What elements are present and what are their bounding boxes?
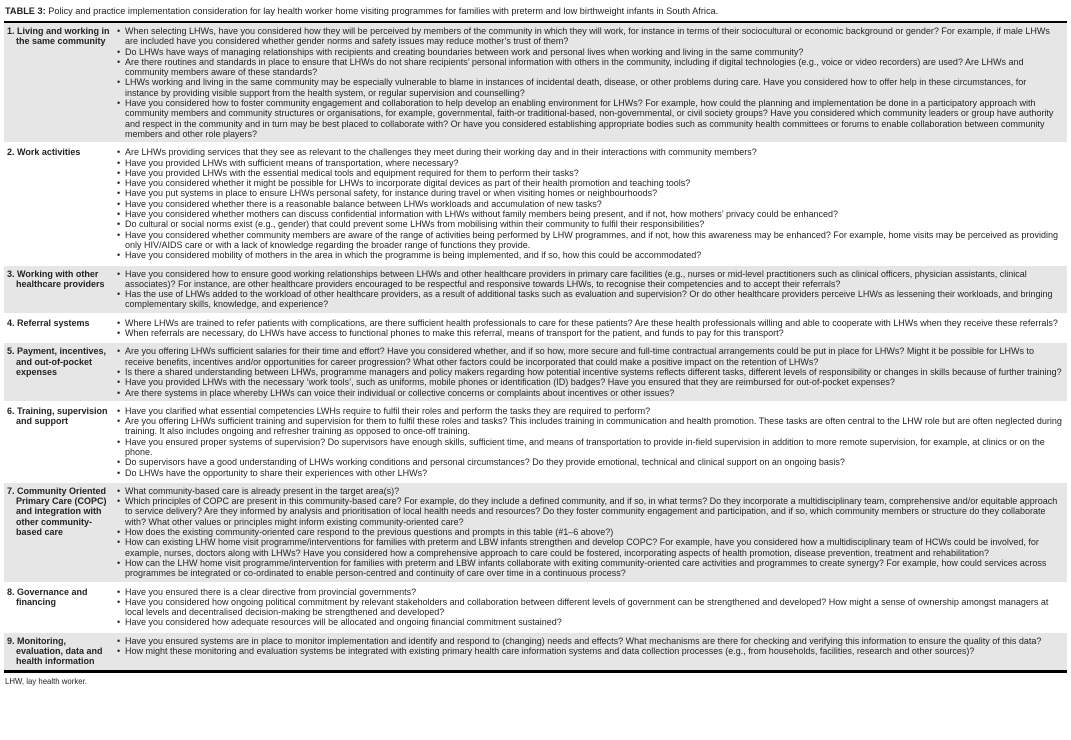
bullet-item: • Have you considered whether mothers can discuss confidential information with LHWs without family members being present, and if not, how mothers’ privacy could be enhanced? <box>116 209 1062 219</box>
row-topic: 3. Working with other healthcare providers <box>7 268 105 289</box>
bullet-item: • LHWs working and living in the same community may be especially vulnerable to blame in instances of incidental death, disease, or other problems during care. Have you considered how to offer help in these circumstances, for instance by providing visible support from the health system, or regular supervision and counselling? <box>116 77 1062 98</box>
row-topic: 7. Community Oriented Primary Care (COPC) and integration with other community-based care <box>7 485 107 538</box>
bullet-item: • Have you considered whether it might be possible for LHWs to incorporate digital devices as part of their health promotion and teaching tools? <box>116 178 1062 188</box>
bullet-item: • What community-based care is already present in the target area(s)? <box>116 486 1062 496</box>
bullet-item: • Have you considered how to ensure good working relationships between LHWs and other healthcare providers in primary care facilities (e.g., nurses or mid-level practitioners such as clinical officers, physician assistants, clinical associates)? For instance, are other healthcare providers encouraged to be respectful and responsive towards LHWs, to recognise their competencies and to accept their referrals? <box>116 269 1062 290</box>
row-topic: 6. Training, supervision and support <box>7 405 108 427</box>
bullet-item: • Have you considered how ongoing political commitment by relevant stakeholders and collaboration between different levels of government can be strengthened and developed? How might a sense of ownership amongst managers at local levels and decentralised decision-making be strengthened and developed? <box>116 597 1062 618</box>
bullet-list <box>114 483 1067 582</box>
table-row-9 <box>4 631 1067 670</box>
bullet-item: • Which principles of COPC are present in this community-based care? For example, do they include a defined community, and if so, in what terms? Do they incorporate a multidisciplinary team, comprehensive and/or equitable approach to service delivery? Are they informed by analysis and prioritisation of local health needs and resources? Do they foster community engagement and participation, and if so, which community members or structure do they collaborate with? What other values or principles might inform existing community-oriented care? <box>116 496 1062 527</box>
bullet-list <box>114 343 1067 400</box>
table-row-4 <box>4 313 1067 342</box>
bullet-list <box>114 584 1067 631</box>
table-3 <box>4 21 1067 673</box>
table-row-8 <box>4 582 1067 631</box>
table-caption-text: Policy and practice implementation consideration for lay health worker home visiting programmes for families with preterm and low birthweight infants in South Africa. <box>48 6 719 16</box>
bullet-item: • Have you ensured proper systems of supervision? Do supervisors have enough skills, sufficient time, and means of transportation to provide in-field supervision in addition to more remote supervision, for example, at clinics or on the phone. <box>116 437 1062 458</box>
bullet-item: • When selecting LHWs, have you considered how they will be perceived by members of the community in which they will work, for instance in terms of their sociocultural or economic background or gender? For example, if male LHWs are included have you considered whether gender norms and safety issues may reduce mother’s trust of them? <box>116 26 1062 47</box>
bullet-item: • How can existing LHW home visit programme/interventions for families with preterm and LBW infants strengthen and develop COPC? For example, have you considered how a multidisciplinary team of HCWs could be involved, for example, nurses, doctors along with LHWs? Have you considered how a comprehensive approach to care could be fostered, incorporating aspects of health promotion, disease prevention, treatment and rehabilitation? <box>116 537 1062 558</box>
bullet-list <box>114 23 1067 142</box>
bullet-list <box>114 403 1067 481</box>
bullet-item: • Have you considered how adequate resources will be allocated and ongoing financial commitment sustained? <box>116 617 1062 627</box>
bullet-item: • Have you provided LHWs with sufficient means of transportation, where necessary? <box>116 158 1062 168</box>
bullet-list <box>114 633 1067 670</box>
bullet-item: • When referrals are necessary, do LHWs have access to functional phones to make this referral, means of transport for the patient, and funds to pay for this transport? <box>116 328 1062 338</box>
bullet-item: • Are there systems in place whereby LHWs can voice their individual or collective concerns or complaints about incentives or other issues? <box>116 388 1062 398</box>
bullet-item: • How does the existing community-oriented care respond to the previous questions and prompts in this table (#1–6 above?) <box>116 527 1062 537</box>
bullet-list <box>114 315 1067 342</box>
bullet-list <box>114 144 1067 263</box>
row-topic: 9. Monitoring, evaluation, data and health information <box>7 635 103 667</box>
table-row-2 <box>4 142 1067 263</box>
bullet-item: • Have you provided LHWs with the essential medical tools and equipment required for them to perform their tasks? <box>116 168 1062 178</box>
bullet-item: • How can the LHW home visit programme/intervention for families with preterm and LBW infants collaborate with exiting community-oriented care activities and programmes to create synergy? For example, how could services across programmes be integrated or co-ordinated to enable person-centred and continuity of care over time in a continuous process? <box>116 558 1062 579</box>
table-row-7 <box>4 481 1067 582</box>
table-row-6 <box>4 401 1067 481</box>
table-row-1 <box>4 23 1067 142</box>
table-row-5 <box>4 341 1067 400</box>
row-topic: 4. Referral systems <box>7 317 90 328</box>
bullet-item: • Have you ensured systems are in place to monitor implementation and identify and respond to (changing) needs and effects? What mechanisms are there for checking and verifying this information to ensure the quality of this data? <box>116 636 1062 646</box>
row-topic: 1. Living and working in the same community <box>7 26 110 47</box>
bullet-item: • Has the use of LHWs added to the workload of other healthcare providers, as a result of additional tasks such as evaluation and supervision? Or do other healthcare providers perceive LHWs as lessening their workloads, and bringing complementary skills, knowledge, and experience? <box>116 289 1062 310</box>
bullet-list <box>114 266 1067 313</box>
row-topic: 2. Work activities <box>7 147 81 158</box>
bullet-item: • Have you considered whether there is a reasonable balance between LHWs workloads and accumulation of new tasks? <box>116 199 1062 209</box>
bullet-item: • Have you considered mobility of mothers in the area in which the programme is being implemented, and if so, how this could be accommodated? <box>116 250 1062 260</box>
bullet-item: • Have you ensured there is a clear directive from provincial governments? <box>116 587 1062 597</box>
table-footnote: LHW, lay health worker. <box>5 676 87 686</box>
bullet-item: • How might these monitoring and evaluation systems be integrated with existing primary health care information systems and data collection processes (e.g., from households, facilities, research and other sources)? <box>116 646 1062 656</box>
bullet-item: • Have you provided LHWs with the necessary ‘work tools’, such as uniforms, mobile phones or identification (ID) badges? Have you ensured that they are reimbursed for out-of-pocket expenses? <box>116 377 1062 387</box>
bullet-item: • Is there a shared understanding between LHWs, programme managers and policy makers regarding how potential incentive systems reflects different tasks, different levels of responsibility or changes in skills because of further training? <box>116 367 1062 377</box>
row-topic: 8. Governance and financing <box>7 586 88 607</box>
bullet-item: • Are LHWs providing services that they see as relevant to the challenges they meet during their working day and in their interactions with community members? <box>116 147 1062 157</box>
bullet-item: • Are you offering LHWs sufficient training and supervision for them to fulfil these roles and tasks? This includes training in communication and health promotion. These tasks are often central to the LHW role but are often neglected during training. It also includes ongoing and refresher training as opposed to once-off training. <box>116 416 1062 437</box>
bullet-item: • Do supervisors have a good understanding of LHWs working conditions and personal circumstances? Do they provide emotional, technical and clinical support on an ongoing basis? <box>116 457 1062 467</box>
bullet-item: • Do LHWs have ways of managing relationships with recipients and creating boundaries between work and personal lives when working and living in the same community? <box>116 47 1062 57</box>
row-topic: 5. Payment, incentives, and out-of-pocket expenses <box>7 346 107 377</box>
bullet-item: • Are there routines and standards in place to ensure that LHWs do not share recipients’ personal information with others in the community, including if digital technologies (e.g., voice or video recorders) are used? Are LHWs and community members aware of these standards? <box>116 57 1062 78</box>
bullet-item: • Have you put systems in place to ensure LHWs personal safety, for instance during travel or when visiting homes or neighbourhoods? <box>116 188 1062 198</box>
table-caption-label: TABLE 3: <box>5 6 46 16</box>
bullet-item: • Have you considered whether community members are aware of the range of activities being performed by LHW programmes, and if not, how this awareness may be enhanced? For example, home visits may be perceived as providing only HIV/AIDS care or with a lack of knowledge regarding the broader range of functions they provide. <box>116 230 1062 251</box>
bullet-item: • Do LHWs have the opportunity to share their experiences with other LHWs? <box>116 468 1062 478</box>
bullet-item: • Do cultural or social norms exist (e.g., gender) that could prevent some LHWs from mobilising within their community to fulfil their responsibilities? <box>116 219 1062 229</box>
bullet-item: • Have you considered how to foster community engagement and collaboration to help develop an enabling environment for LHWs? For example, how could the planning and implementation be done in a participatory approach with community members and community structures or organisations, for example, governmental, faith-or traditional-based, non-governmental, or civil society groups? Have you considered which community leaders or group have authority and respect in the community and in turn may be best placed to collaborate with? Or have you considered establishing appropriate bodies such as community health committees or forums to enable collaboration between community members and other role players? <box>116 98 1062 139</box>
bullet-item: • Where LHWs are trained to refer patients with complications, are there sufficient health professionals to care for these patients? Are these health professionals willing and able to cooperate with LHWs when they receive these referrals? <box>116 318 1062 328</box>
table-caption <box>4 4 1067 21</box>
table-row-3 <box>4 264 1067 313</box>
bullet-item: • Have you clarified what essential competencies LWHs require to fulfil their roles and perform the tasks they are required to perform? <box>116 406 1062 416</box>
bullet-item: • Are you offering LHWs sufficient salaries for their time and effort? Have you considered whether, and if so how, more secure and full-time contractual arrangements could be put in place for LHWs? Might it be possible for LHWs to receive benefits, incentives and/or opportunities for career progression? What other factors could be incorporated that could make a positive impact on the retention of LHWs? <box>116 346 1062 367</box>
